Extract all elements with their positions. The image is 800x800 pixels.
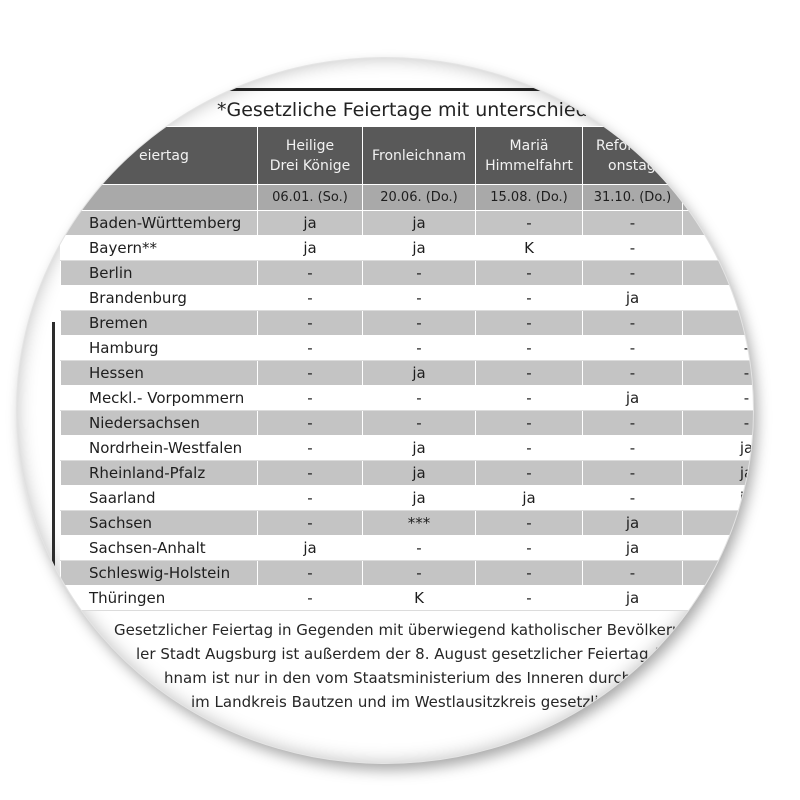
holiday-value-cell (683, 536, 754, 561)
holiday-value-cell: - (583, 436, 683, 461)
state-name-cell: Berlin (61, 261, 258, 286)
table-row (61, 211, 754, 236)
date-cell: 31.10. (Do.) (583, 185, 683, 211)
table-row (61, 261, 754, 286)
table-row (61, 286, 754, 311)
holiday-value-cell (683, 261, 754, 286)
state-name-cell: Niedersachsen (61, 411, 258, 436)
holiday-value-cell: - (476, 311, 583, 336)
holiday-value-cell: - (583, 561, 683, 586)
holiday-value-cell: - (363, 561, 476, 586)
holiday-value-cell: - (363, 536, 476, 561)
holiday-value-cell: - (476, 461, 583, 486)
holiday-value-cell: - (258, 511, 363, 536)
holiday-value-cell: - (583, 236, 683, 261)
holiday-value-cell: ja (583, 536, 683, 561)
holiday-value-cell: - (476, 336, 583, 361)
holiday-value-cell: - (363, 261, 476, 286)
table-title: *Gesetzliche Feiertage mit unterschiedlich (217, 99, 621, 121)
holiday-value-cell: - (258, 336, 363, 361)
footnote-line: hnam ist nur in den vom Staatsministerium des Inneren durch (164, 669, 632, 687)
holiday-value-cell: - (258, 461, 363, 486)
date-cell (683, 185, 754, 211)
holiday-value-cell: - (476, 286, 583, 311)
state-name-cell: Thüringen (61, 586, 258, 611)
holiday-value-cell: - (258, 486, 363, 511)
holiday-value-cell: ja (258, 236, 363, 261)
holiday-value-cell: - (363, 386, 476, 411)
table-row (61, 311, 754, 336)
holiday-value-cell: ja (683, 486, 754, 511)
holiday-value-cell: - (476, 386, 583, 411)
holiday-value-cell: ja (363, 236, 476, 261)
header-state: eiertag (61, 127, 258, 185)
state-name-cell: Hamburg (61, 336, 258, 361)
header-fronleichnam: Fronleichnam (363, 127, 476, 185)
state-name-cell: Bayern** (61, 236, 258, 261)
holiday-value-cell: ja (363, 486, 476, 511)
holiday-value-cell: - (476, 586, 583, 611)
magnifier-lens (17, 58, 753, 763)
holiday-value-cell: - (476, 511, 583, 536)
table-row (61, 236, 754, 261)
table-row (61, 511, 754, 536)
holiday-value-cell: - (476, 411, 583, 436)
holiday-value-cell: - (258, 311, 363, 336)
holiday-value-cell: - (476, 561, 583, 586)
table-row (61, 436, 754, 461)
table-row (61, 486, 754, 511)
date-cell: 15.08. (Do.) (476, 185, 583, 211)
state-name-cell: Baden-Württemberg (61, 211, 258, 236)
holiday-value-cell: - (583, 486, 683, 511)
holiday-value-cell: *** (363, 511, 476, 536)
holiday-table (60, 126, 753, 611)
holiday-value-cell: ja (363, 361, 476, 386)
header-extra (683, 127, 754, 185)
table-row (61, 461, 754, 486)
holiday-value-cell (683, 236, 754, 261)
holiday-value-cell: - (683, 361, 754, 386)
holiday-value-cell: - (583, 361, 683, 386)
holiday-value-cell: - (476, 261, 583, 286)
holiday-value-cell (683, 561, 754, 586)
holiday-value-cell: ja (583, 386, 683, 411)
state-name-cell: Schleswig-Holstein (61, 561, 258, 586)
holiday-value-cell: - (683, 311, 754, 336)
holiday-value-cell: - (583, 311, 683, 336)
header-reformationstag: Reforn onstag (583, 127, 683, 185)
holiday-value-cell: K (476, 236, 583, 261)
holiday-value-cell: - (363, 311, 476, 336)
holiday-value-cell: - (258, 286, 363, 311)
holiday-value-cell (683, 511, 754, 536)
table-row (61, 361, 754, 386)
holiday-value-cell: ja (363, 461, 476, 486)
state-name-cell: Meckl.- Vorpommern (61, 386, 258, 411)
holiday-value-cell: - (583, 261, 683, 286)
state-name-cell: Rheinland-Pfalz (61, 461, 258, 486)
holiday-value-cell: ja (476, 486, 583, 511)
footnote-line: Gesetzlicher Feiertag in Gegenden mit überwiegend katholischer Bevölkerun (114, 621, 692, 639)
holiday-value-cell: - (683, 411, 754, 436)
header-heilige-drei-koenige: Heilige Drei Könige (258, 127, 363, 185)
holiday-value-cell: - (258, 561, 363, 586)
holiday-value-cell: - (258, 386, 363, 411)
holiday-value-cell: - (258, 261, 363, 286)
table-row (61, 386, 754, 411)
table-row (61, 411, 754, 436)
state-name-cell: Brandenburg (61, 286, 258, 311)
holiday-value-cell: - (476, 536, 583, 561)
document-sheet (17, 58, 753, 763)
holiday-value-cell: - (476, 361, 583, 386)
state-name-cell: Nordrhein-Westfalen (61, 436, 258, 461)
holiday-value-cell: - (583, 336, 683, 361)
dates-row (61, 185, 754, 211)
state-name-cell: Saarland (61, 486, 258, 511)
state-name-cell: Sachsen (61, 511, 258, 536)
footnote-line: im Landkreis Bautzen und im Westlausitzkreis gesetzli (191, 693, 599, 711)
footnotes (66, 619, 691, 715)
table-row (61, 336, 754, 361)
holiday-value-cell: ja (258, 536, 363, 561)
table-row (61, 586, 754, 611)
holiday-value-cell: - (583, 211, 683, 236)
holiday-value-cell: - (683, 336, 754, 361)
date-cell: 06.01. (So.) (258, 185, 363, 211)
holiday-value-cell: - (258, 586, 363, 611)
holiday-value-cell: - (583, 461, 683, 486)
state-name-cell: Bremen (61, 311, 258, 336)
left-frame-line (52, 322, 55, 620)
holiday-value-cell: ja (258, 211, 363, 236)
table-row (61, 561, 754, 586)
holiday-value-cell: - (476, 436, 583, 461)
state-name-cell: Sachsen-Anhalt (61, 536, 258, 561)
footnote-line: ler Stadt Augsburg ist außerdem der 8. August gesetzlicher Feiertag (F (136, 645, 668, 663)
holiday-value-cell: ja (583, 511, 683, 536)
holiday-value-cell: ja (363, 436, 476, 461)
holiday-value-cell: K (363, 586, 476, 611)
holiday-value-cell: - (258, 361, 363, 386)
holiday-value-cell: - (258, 411, 363, 436)
holiday-value-cell: ja (363, 211, 476, 236)
table-row (61, 536, 754, 561)
state-name-cell: Hessen (61, 361, 258, 386)
date-cell: 20.06. (Do.) (363, 185, 476, 211)
header-mariae-himmelfahrt: Mariä Himmelfahrt (476, 127, 583, 185)
holiday-value-cell: ja (683, 436, 754, 461)
top-border-line (115, 88, 753, 91)
holiday-value-cell: - (476, 211, 583, 236)
holiday-value-cell: ja (583, 586, 683, 611)
date-cell (61, 185, 258, 211)
holiday-value-cell: - (258, 436, 363, 461)
holiday-value-cell: - (683, 286, 754, 311)
holiday-value-cell: - (363, 286, 476, 311)
holiday-value-cell: - (363, 411, 476, 436)
holiday-value-cell: ja (683, 461, 754, 486)
holiday-value-cell: ja (583, 286, 683, 311)
holiday-value-cell: - (363, 336, 476, 361)
header-row (61, 127, 754, 185)
holiday-value-cell: - (583, 411, 683, 436)
holiday-value-cell (683, 586, 754, 611)
holiday-value-cell: - (683, 386, 754, 411)
holiday-value-cell (683, 211, 754, 236)
